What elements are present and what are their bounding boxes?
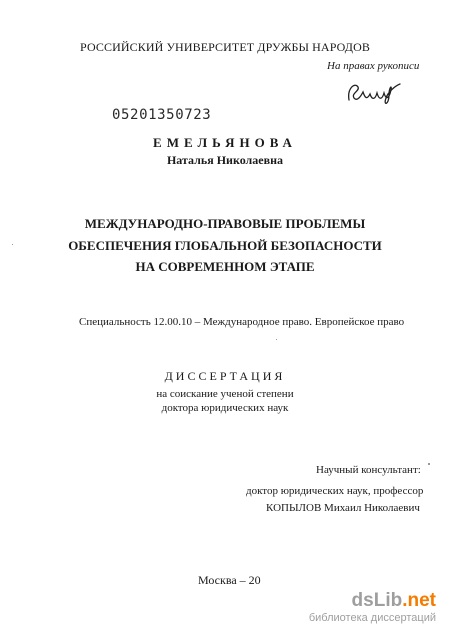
scan-speck [428,463,430,465]
city-year: Москва – 20 [198,573,261,587]
handwritten-signature [345,78,403,108]
dissertation-title-line: НА СОВРЕМЕННОМ ЭТАПЕ [135,259,315,274]
watermark-brand [309,591,436,611]
archive-code: 05201350723 [112,107,212,123]
dslib-watermark [309,591,436,625]
scan-speck [276,339,277,340]
degree-purpose-line: доктора юридических наук [161,402,289,414]
dissertation-title-line: МЕЖДУНАРОДНО-ПРАВОВЫЕ ПРОБЛЕМЫ [84,216,366,231]
watermark-tagline: библиотека диссертаций [308,612,436,624]
advisor-label: Научный консультант: [316,464,421,476]
dissertation-title-line: ОБЕСПЕЧЕНИЯ ГЛОБАЛЬНОЙ БЕЗОПАСНОСТИ [68,238,382,253]
advisor-name: КОПЫЛОВ Михаил Николаевич [266,502,420,514]
degree-purpose-line: на соискание ученой степени [156,388,294,400]
document-type-label: ДИССЕРТАЦИЯ [164,369,286,383]
advisor-degree: доктор юридических наук, профессор [246,485,424,497]
author-surname: ЕМЕЛЬЯНОВА [153,135,297,150]
university-name: РОССИЙСКИЙ УНИВЕРСИТЕТ ДРУЖБЫ НАРОДОВ [80,40,370,54]
manuscript-rights-note: На правах рукописи [327,60,420,72]
watermark-brand-suffix: .net [402,590,436,611]
scan-speck [12,244,13,245]
specialty-line: Специальность 12.00.10 – Международное право. Европейское право [79,316,405,328]
author-given-names: Наталья Николаевна [166,153,284,167]
watermark-brand-main: dsLib [351,590,403,611]
